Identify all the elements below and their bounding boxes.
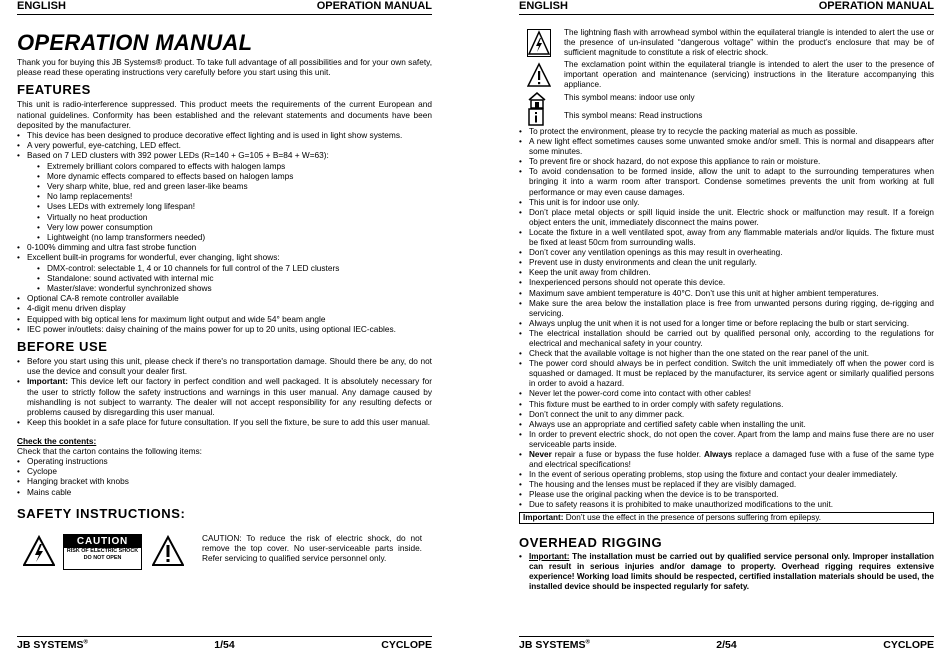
page-1-body [17, 31, 432, 587]
list-item: • Always use an appropriate and certified safety cable when installing the unit. [519, 420, 934, 430]
list-item: • A new light effect sometimes causes some unwanted smoke and/or smell. This is normal and disappears after some minutes. [519, 137, 934, 157]
list-item [519, 552, 934, 592]
list-item: • Keep this booklet in a safe place for future consultation. If you sell the fixture, be sure to add this user manual. [17, 417, 432, 427]
symbol-indoor-text: This symbol means: indoor use only [564, 93, 695, 102]
sublist-item: • More dynamic effects compared to effects based on halogen lamps [17, 171, 432, 181]
features-intro: This unit is radio-interference suppressed. This product meets the requirements of the current European and national guidelines. Conformity has been established and the relevant statements and documents have been deposited by the manufacturer. [17, 99, 432, 130]
list-item [519, 450, 934, 470]
before-use-list [17, 356, 432, 427]
epilepsy-warning-box [519, 512, 934, 524]
important-label: Important: [523, 512, 564, 522]
caution-label [63, 534, 142, 570]
always-label: Always [703, 450, 733, 459]
list-item: • Hanging bracket with knobs [17, 476, 432, 486]
fuse-text-mid: repair a fuse or bypass the fuse holder. [551, 450, 704, 459]
sublist-item: • Very sharp white, blue, red and green laser-like beams [17, 181, 432, 191]
rigging-text: The installation must be carried out by qualified service personal only. Improper installation can result in serious injuries and/or damage to property. Overhead rigging requires extensive experience! Working load limits should be respected, certified installation materials should be used, the installed device should be inspected regularly for safety. [529, 551, 934, 591]
epilepsy-text: Don’t use the effect in the presence of persons suffering from epilepsy. [563, 512, 822, 522]
important-label: Important: [529, 551, 570, 561]
list-item: • To avoid condensation to be formed inside, allow the unit to adapt to the surrounding temperatures when bringing it into a warm room after transport. Condense sometimes prevents the unit from working at full performance or may even cause damages. [519, 167, 934, 197]
indoor-use-icon [527, 91, 547, 109]
page-2 [519, 0, 934, 654]
important-label: Important: [27, 376, 69, 387]
list-item: • Keep the unit away from children. [519, 268, 934, 278]
list-item [17, 150, 432, 242]
list-item: • Locate the fixture in a well ventilated spot, away from any flammable materials and/or liquids. The fixture must be fixed at least 50cm from surrounding walls. [519, 228, 934, 248]
page-title: OPERATION MANUAL [17, 30, 253, 55]
caution-block [17, 527, 432, 587]
list-item: • Cyclope [17, 466, 432, 476]
exclamation-warning-icon [152, 535, 184, 567]
symbol-indoor-row [519, 93, 934, 111]
page-footer [519, 636, 934, 653]
list-item: • This fixture must be earthed to in order comply with safety regulations. [519, 400, 934, 410]
list-item: • Don’t cover any ventilation openings as this may result in overheating. [519, 248, 934, 258]
sublist-item: • Very low power consumption [17, 222, 432, 232]
list-item-text: Excellent built-in programs for wonderful, ever changing, light shows: [27, 252, 280, 263]
list-item: • Due to safety reasons it is prohibited to make unauthorized modifications to the unit. [519, 500, 934, 510]
check-contents-heading: Check the contents: [17, 435, 97, 446]
sublist-item: • Virtually no heat production [17, 212, 432, 222]
list-item: • IEC power in/outlets: daisy chaining of the mains power for up to 20 units, using optional IEC-cables. [17, 324, 432, 334]
list-item: • Please use the original packing when the device is to be transported. [519, 490, 934, 500]
list-item: • 4-digit menu driven display [17, 303, 432, 313]
footer-product: CYCLOPE [883, 639, 934, 651]
intro-paragraph: Thank you for buying this JB Systems® product. To take full advantage of all possibilities and for your own safety, please read these operating instructions very carefully before you start using this unit. [17, 57, 432, 78]
important-text: This device left our factory in perfect condition and well packaged. It is absolutely necessary for the user to strictly follow the safety instructions and warnings in this user manual. Any damage caused by mishandling is not subject to warranty. The dealer will not accept responsibility for any resulting defects or problems caused by disregarding this user manual. [27, 376, 432, 418]
list-item: • Optional CA-8 remote controller available [17, 293, 432, 303]
list-item: • Inexperienced persons should not operate this device. [519, 278, 934, 288]
page-1 [17, 0, 432, 654]
footer-page-number: 1/54 [214, 639, 235, 651]
safety-list [519, 127, 934, 511]
list-item: • The power cord should always be in perfect condition. Switch the unit immediately off when the power cord is squashed or damaged. It must be replaced by the manufacturer, its service agent or similarly qualified persons in order to avoid a hazard. [519, 359, 934, 389]
list-item: • This unit is for indoor use only. [519, 198, 934, 208]
list-item: • Never let the power-cord come into contact with other cables! [519, 389, 934, 399]
features-list [17, 130, 432, 334]
page-header [519, 0, 934, 15]
check-contents-list [17, 456, 432, 497]
before-use-heading: BEFORE USE [17, 339, 108, 355]
exclamation-warning-icon [527, 62, 551, 88]
list-item: • To protect the environment, please try to recycle the packing material as much as possible. [519, 127, 934, 137]
list-item: • Always unplug the unit when it is not used for a longer time or before replacing the bulb or start servicing. [519, 319, 934, 329]
symbol-read-text: This symbol means: Read instructions [564, 111, 703, 120]
list-item: • In order to prevent electric shock, do not open the cover. Apart from the lamp and mains fuse there are no user serviceable parts inside. [519, 430, 934, 450]
symbol-lightning-row [519, 28, 934, 59]
list-item: • 0-100% dimming and ultra fast strobe function [17, 242, 432, 252]
features-heading: FEATURES [17, 82, 91, 98]
symbol-read-row [519, 111, 934, 127]
list-item: • Operating instructions [17, 456, 432, 466]
symbol-exclamation-row [519, 60, 934, 93]
sublist-item: • Master/slave: wonderful synchronized shows [17, 283, 432, 293]
read-instructions-icon [527, 108, 545, 126]
footer-brand: JB SYSTEMS® [17, 639, 88, 651]
list-item [17, 252, 432, 293]
page-footer [17, 636, 432, 653]
list-item: • The electrical installation should be carried out by qualified personal only, according to the regulations for electrical and mechanical safety in your country. [519, 329, 934, 349]
footer-brand-text: JB SYSTEMS [519, 639, 586, 651]
caution-title: CAUTION [64, 535, 141, 548]
page-2-body [519, 28, 934, 592]
list-item: • Prevent use in dusty environments and clean the unit regularly. [519, 258, 934, 268]
caution-subtitle-1: RISK OF ELECTRIC SHOCK [66, 547, 139, 554]
header-doc-title: OPERATION MANUAL [316, 0, 432, 12]
list-item: • Don’t place metal objects or spill liquid inside the unit. Electric shock or malfunction may result. If a foreign object enters the unit, immediately disconnect the mains power. [519, 208, 934, 228]
sublist-item: • Lightweight (no lamp transformers needed) [17, 232, 432, 242]
sublist-item: • DMX-control: selectable 1, 4 or 10 channels for full control of the 7 LED clusters [17, 263, 432, 273]
check-contents-intro: Check that the carton contains the following items: [17, 445, 202, 456]
list-item: • A very powerful, eye-catching, LED effect. [17, 140, 432, 150]
list-item: • To prevent fire or shock hazard, do not expose this appliance to rain or moisture. [519, 157, 934, 167]
list-item: • Check that the available voltage is not higher than the one stated on the rear panel of the unit. [519, 349, 934, 359]
footer-page-number: 2/54 [716, 639, 737, 651]
safety-heading: SAFETY INSTRUCTIONS: [17, 505, 186, 521]
never-label: Never [529, 450, 552, 459]
header-doc-title: OPERATION MANUAL [818, 0, 934, 12]
fuse-text-end: replace a damaged fuse with a fuse of the same type and electrical specifications! [529, 450, 934, 470]
sublist-item: • No lamp replacements! [17, 191, 432, 201]
caution-subtitle-2: DO NOT OPEN [83, 554, 122, 561]
list-item: • Make sure the area below the installation place is free from unwanted persons during rigging, de-rigging and servicing. [519, 299, 934, 319]
programs-sublist [17, 263, 432, 294]
sublist-item: • Standalone: sound activated with internal mic [17, 273, 432, 283]
list-item: • The housing and the lenses must be replaced if they are visibly damaged. [519, 480, 934, 490]
footer-brand-text: JB SYSTEMS [17, 639, 84, 651]
header-language: ENGLISH [519, 0, 568, 12]
list-item: • Don’t connect the unit to any dimmer pack. [519, 410, 934, 420]
list-item: • In the event of serious operating problems, stop using the fixture and contact your dealer immediately. [519, 470, 934, 480]
sublist-item: • Uses LEDs with extremely long lifespan! [17, 201, 432, 211]
page-header [17, 0, 432, 15]
lightning-warning-icon [23, 535, 55, 567]
list-item [17, 376, 432, 417]
sublist-item: • Extremely brilliant colors compared to effects with halogen lamps [17, 161, 432, 171]
caution-text: CAUTION: To reduce the risk of electric shock, do not remove the top cover. No user-serviceable parts inside. Refer servicing to qualified service personnel only. [202, 532, 422, 564]
overhead-rigging-heading: OVERHEAD RIGGING [519, 534, 663, 550]
symbol-lightning-text: The lightning flash with arrowhead symbol within the equilateral triangle is intended to alert the use or the presence of un-insulated “dangerous voltage” within the product’s enclosure that may be of sufficient magnitude to constitute a risk of electric shock. [564, 28, 934, 58]
list-item: • Before you start using this unit, please check if there's no transportation damage. Should there be any, do not use the device and consult your dealer first. [17, 356, 432, 376]
list-item: • Equipped with big optical lens for maximum light output and wide 54° beam angle [17, 314, 432, 324]
list-item: • This device has been designed to produce decorative effect lighting and is used in light show systems. [17, 130, 432, 140]
list-item-text: Based on 7 LED clusters with 392 power LEDs (R=140 + G=105 + B=84 + W=63): [27, 150, 329, 161]
list-item: • Mains cable [17, 487, 432, 497]
footer-brand: JB SYSTEMS® [519, 639, 590, 651]
symbol-exclamation-text: The exclamation point within the equilateral triangle is intended to alert the user to the presence of important operation and maintenance (servicing) instructions in the literature accompanying this appliance. [564, 60, 934, 90]
led-sublist [17, 161, 432, 243]
rigging-list [519, 552, 934, 592]
list-item: • Maximum save ambient temperature is 40°C. Don’t use this unit at higher ambient temperatures. [519, 289, 934, 299]
header-language: ENGLISH [17, 0, 66, 12]
lightning-warning-icon [527, 29, 551, 57]
footer-product: CYCLOPE [381, 639, 432, 651]
